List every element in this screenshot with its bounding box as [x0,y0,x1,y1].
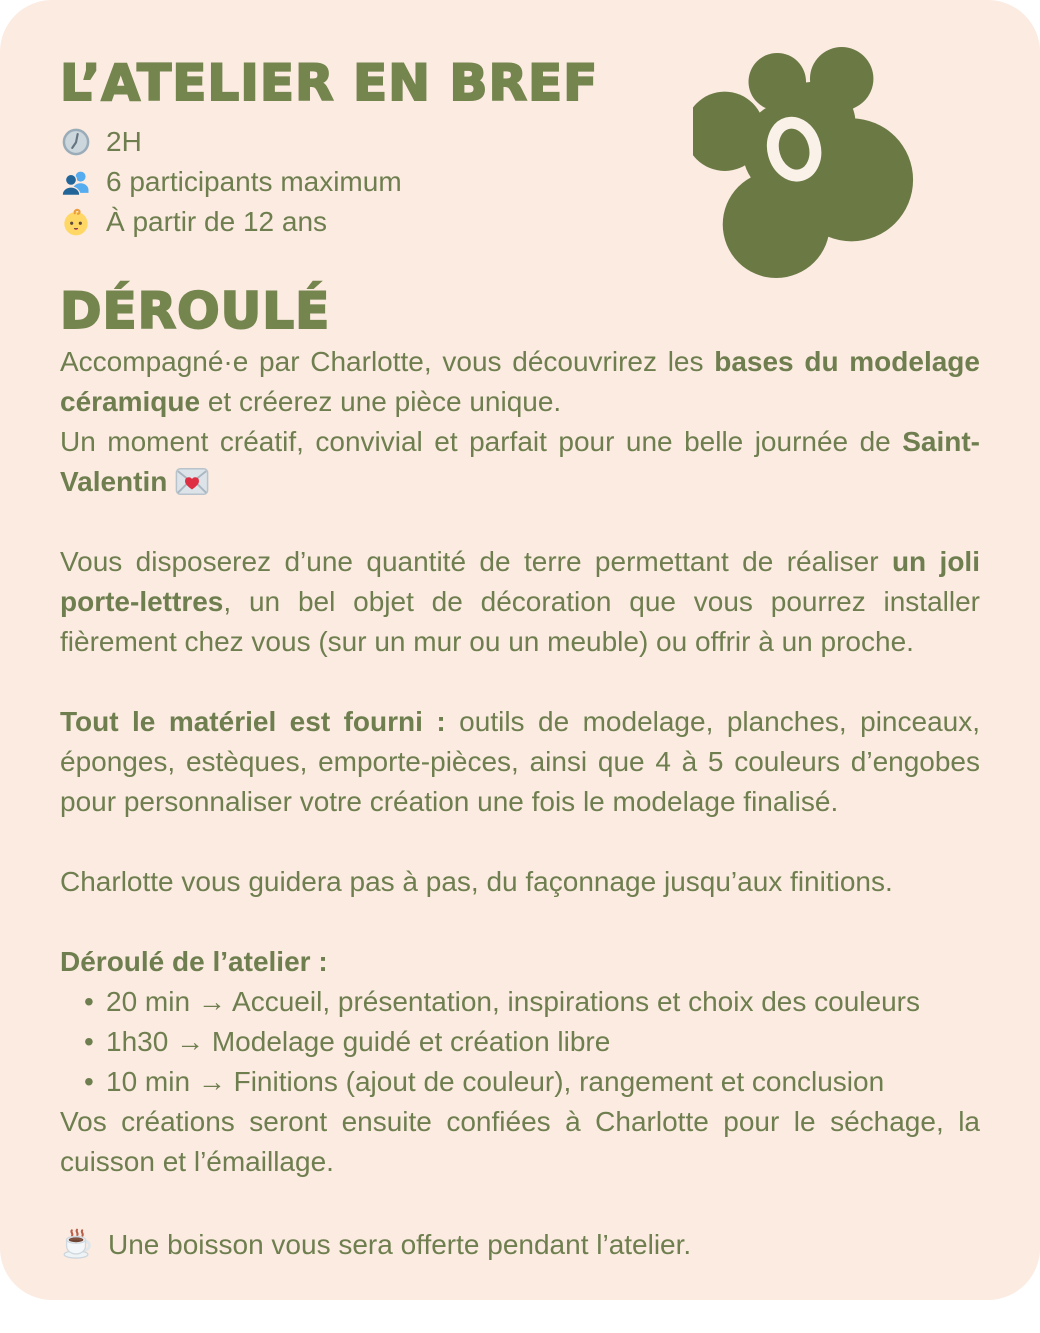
clock-icon [60,126,92,158]
coffee-icon [60,1228,94,1262]
flower-graphic [693,46,921,284]
paragraph: Vous disposerez d’une quantité de terre permettant de réaliser un joli porte-lettres, un bel objet de décoration que vous pourrez installer fièrement chez vous (sur un mur ou un meuble) ou offrir à un proche. [60,546,980,657]
bullet-list [60,982,980,1102]
section-title: DÉROULÉ [60,282,331,340]
list-item: • 10 min → Finitions (ajout de couleur), rangement et conclusion [60,1062,980,1102]
paragraph: Tout le matériel est fourni : outils de modelage, planches, pinceaux, éponges, estèques, emporte-pièces, ainsi que 4 à 5 couleurs d’engobes pour personnaliser votre création une fois le modelage finalisé. [60,706,980,817]
fact-participants-label: 6 participants maximum [106,166,402,197]
paragraph: Déroulé de l’atelier : [60,946,328,977]
list-item: • 1h30 → Modelage guidé et création libre [60,1022,980,1062]
page-title: L’ATELIER EN BREF [60,54,599,112]
fact-age-label: À partir de 12 ans [106,206,328,237]
paragraph: Un moment créatif, convivial et parfait pour une belle journée de Saint-Valentin [60,422,980,502]
drink-note [60,1228,980,1262]
paragraph: Charlotte vous guidera pas à pas, du façonnage jusqu’aux finitions. [60,866,893,897]
love-letter-icon [167,462,209,502]
drink-note-text: Une boisson vous sera offerte pendant l’atelier. [108,1229,692,1260]
paragraph: Accompagné·e par Charlotte, vous découvrirez les bases du modelage céramique et créerez une pièce unique. [60,346,980,417]
paragraph: Vos créations seront ensuite confiées à Charlotte pour le séchage, la cuisson et l’émaillage. [60,1106,980,1177]
list-item: • 20 min → Accueil, présentation, inspirations et choix des couleurs [60,982,980,1022]
baby-icon [60,206,92,238]
section-body [60,342,980,1182]
fact-duration-label: 2H [106,126,142,157]
participants-icon [60,166,92,198]
